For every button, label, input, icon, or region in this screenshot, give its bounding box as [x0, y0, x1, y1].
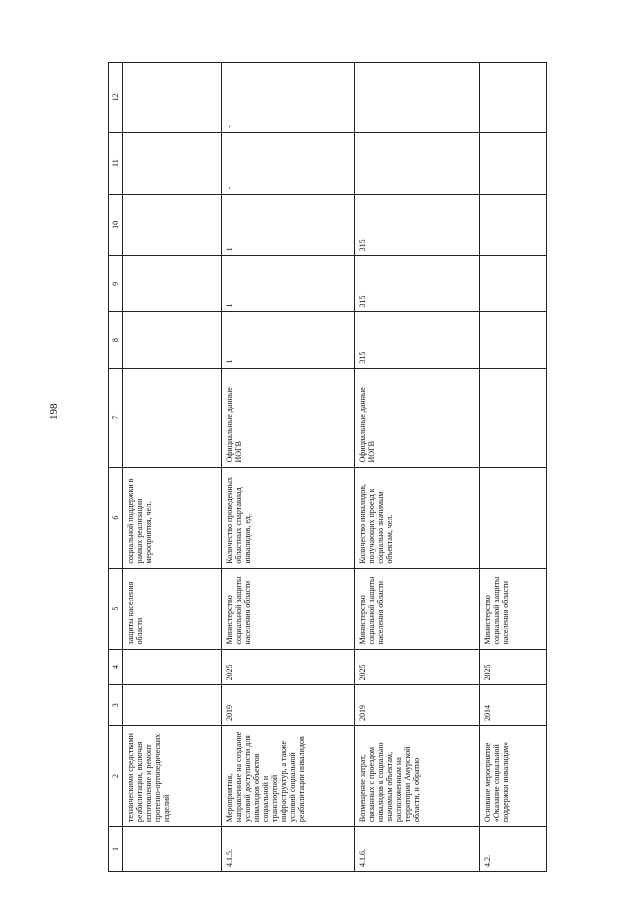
- cell-start-year: 2019: [355, 685, 480, 725]
- header-cell: 12: [109, 63, 123, 133]
- cell-source: Официальные данные ИОГВ: [355, 368, 480, 467]
- cell-value: [480, 63, 547, 133]
- cell-measure-name: Возмещение затрат, связанных с проездом инвалидов к социально значимым объектам, расположенным на территории Амурской области, и обратно: [355, 725, 480, 826]
- program-measures-table: [108, 62, 547, 872]
- cell-measure-name: Мероприятия, направленные на создание условий доступности для инвалидов объектов социальной и транспортной инфраструктур, а также условий социальной реабилитации инвалидов: [222, 725, 355, 826]
- table-row: [355, 63, 480, 872]
- header-cell: 7: [109, 368, 123, 467]
- cell-source: Официальные данные ИОГВ: [222, 368, 355, 467]
- header-cell: 8: [109, 312, 123, 368]
- cell-number: 4.1.5.: [222, 827, 355, 872]
- cell-end-year: 2025: [222, 649, 355, 685]
- cell-executor: Министерство социальной защиты населения области: [222, 568, 355, 649]
- cell-value: 1: [222, 312, 355, 368]
- cell-value: -: [222, 132, 355, 194]
- cell-number: [123, 827, 222, 872]
- cell-value: [480, 312, 547, 368]
- header-cell: 6: [109, 467, 123, 568]
- cell-indicator: Количество инвалидов, получающих проезд к социально значимым объектам, чел.: [355, 467, 480, 568]
- header-cell: 10: [109, 194, 123, 256]
- table-row: [123, 63, 222, 872]
- cell-measure-name: техническими средствами реабилитации, включая изготовление и ремонт протезно-ортопедических изделий: [123, 725, 222, 826]
- cell-value: 1: [222, 256, 355, 312]
- cell-end-year: 2025: [355, 649, 480, 685]
- cell-measure-name: Основное мероприятие «Оказание социальной поддержки инвалидам»: [480, 725, 547, 826]
- cell-value: -: [222, 63, 355, 133]
- cell-value: [123, 63, 222, 133]
- table-row: [222, 63, 355, 872]
- header-cell: 2: [109, 725, 123, 826]
- cell-end-year: [123, 649, 222, 685]
- cell-value: [480, 256, 547, 312]
- cell-value: 315: [355, 312, 480, 368]
- cell-value: [480, 194, 547, 256]
- cell-value: 1: [222, 194, 355, 256]
- cell-number: 4.2.: [480, 827, 547, 872]
- header-cell: 9: [109, 256, 123, 312]
- cell-value: [355, 132, 480, 194]
- cell-value: [123, 256, 222, 312]
- header-cell: 11: [109, 132, 123, 194]
- cell-source: [480, 368, 547, 467]
- cell-value: [355, 63, 480, 133]
- cell-end-year: 2025: [480, 649, 547, 685]
- cell-value: [480, 132, 547, 194]
- cell-value: 315: [355, 194, 480, 256]
- cell-start-year: 2019: [222, 685, 355, 725]
- cell-indicator: социальной поддержки в рамках реализации мероприятия, чел.: [123, 467, 222, 568]
- cell-executor: Министерство социальной защиты населения области: [355, 568, 480, 649]
- header-cell: 1: [109, 827, 123, 872]
- cell-value: [123, 312, 222, 368]
- cell-source: [123, 368, 222, 467]
- table-row: [480, 63, 547, 872]
- cell-executor: защиты населения области: [123, 568, 222, 649]
- cell-indicator: Количество проведенных областных спартакиад инвалидов, ед.: [222, 467, 355, 568]
- cell-start-year: 2014: [480, 685, 547, 725]
- cell-start-year: [123, 685, 222, 725]
- cell-value: [123, 132, 222, 194]
- cell-executor: Министерство социальной защиты населения области: [480, 568, 547, 649]
- rotated-table-wrapper: [108, 62, 540, 872]
- cell-value: [123, 194, 222, 256]
- cell-indicator: [480, 467, 547, 568]
- cell-value: 315: [355, 256, 480, 312]
- header-cell: 4: [109, 649, 123, 685]
- page-number: 198: [48, 403, 60, 420]
- cell-number: 4.1.6.: [355, 827, 480, 872]
- header-cell: 3: [109, 685, 123, 725]
- header-cell: 5: [109, 568, 123, 649]
- header-row: [109, 63, 123, 872]
